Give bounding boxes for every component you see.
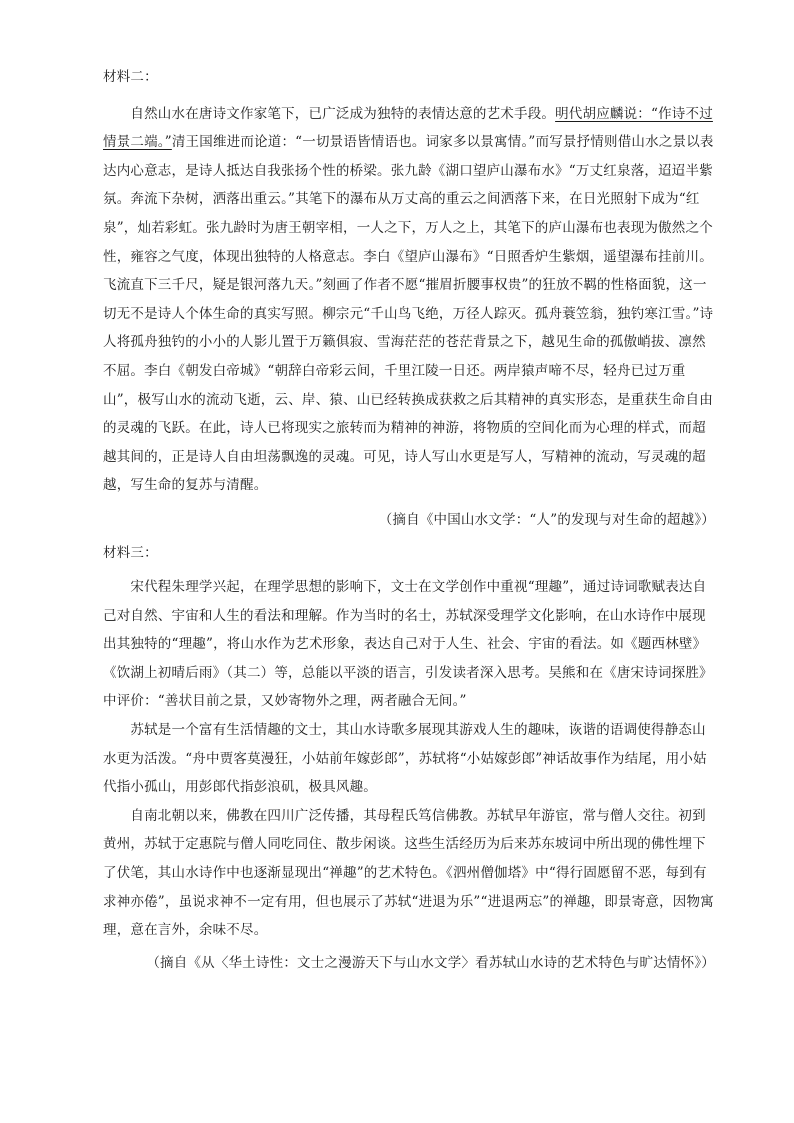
material-two-label: 材料二： bbox=[103, 69, 158, 85]
paragraph-indent bbox=[103, 106, 130, 122]
material-three-paragraph-3 bbox=[103, 802, 715, 945]
material-three-source: （摘自《从〈华土诗性：文士之漫游天下与山水文学〉看苏轼山水诗的艺术特色与旷达情怀》） bbox=[146, 954, 715, 971]
paragraph-indent bbox=[103, 722, 130, 738]
material-two-source: （摘自《中国山水文学：“人”的发现与对生命的超越》） bbox=[378, 511, 715, 528]
document-body bbox=[103, 63, 715, 977]
material-two-paragraph bbox=[103, 100, 715, 500]
material-two-quote-underlined: 明代胡应麟说：“作诗不过情景二端。” bbox=[103, 105, 713, 151]
paragraph-indent bbox=[103, 808, 130, 824]
material-three-paragraph-1-text: 宋代程朱理学兴起，在理学思想的影响下，文士在文学创作中重视“理趣”，通过诗词歌赋表达自己对自然、宇宙和人生的看法和理解。作为当时的名士，苏轼深受理学文化影响，在山水诗作中展现出其独特的“理趣”，将山水作为艺术形象，表达自己对于人生、社会、宇宙的看法。如《题西林壁》《饮湖上初晴后雨》（其二）等，总能以平淡的语言，引发读者深入思考。吴熊和在《唐宋诗词探胜》中评价：“善状目前之景，又妙寄物外之理，两者融合无间。” bbox=[103, 579, 713, 710]
material-two-lead: 自然山水在唐诗文作家笔下，已广泛成为独特的表情达意的艺术手段。 bbox=[130, 105, 556, 122]
material-three-label: 材料三： bbox=[103, 544, 158, 561]
material-three-paragraph-2-text: 苏轼是一个富有生活情趣的文士，其山水诗歌多展现其游戏人生的趣味，诙谐的语调使得静态山水更为活泼。“舟中贾客莫漫狂，小姑前年嫁彭郎”，苏轼将“小姑嫁彭郎”神话故事作为结尾，用小姑代指小孤山，用彭郎代指彭浪矶，极具风趣。 bbox=[103, 722, 707, 796]
material-three-paragraph-2 bbox=[103, 716, 715, 802]
material-two-body: 清王国维进而论道：“一切景语皆情语也。词家多以景寓情。”而写景抒情则借山水之景以表达内心意志，是诗人抵达自我张扬个性的桥梁。张九龄《湖口望庐山瀑布水》“万丈红泉落，迢迢半紫氛。奔流下杂树，洒落出重云。”其笔下的瀑布从万丈高的重云之间洒落下来，在日光照射下成为“红泉”，灿若彩虹。张九龄时为唐王朝宰相，一人之下，万人之上，其笔下的庐山瀑布也表现为傲然之个性，雍容之气度，体现出独特的人格意志。李白《望庐山瀑布》“日照香炉生紫烟，遥望瀑布挂前川。飞流直下三千尺，疑是银河落九天。”刻画了作者不愿“摧眉折腰事权贵”的狂放不羁的性格面貌，这一切无不是诗人个体生命的真实写照。柳宗元“千山鸟飞绝，万径人踪灭。孤舟蓑笠翁，独钓寒江雪。”诗人将孤舟独钓的小小的人影儿置于万籁俱寂、雪海茫茫的苍茫背景之下，越见生命的孤傲峭拔、凛然不屈。李白《朝发白帝城》“朝辞白帝彩云间，千里江陵一日还。两岸猿声啼不尽，轻舟已过万重山”，极写山水的流动飞逝，云、岸、猿、山已经转换成获救之后其精神的真实形态，是重获生命自由的灵魂的飞跃。在此，诗人已将现实之旅转而为精神的神游，将物质的空间化而为心理的样式，而超越其间的，正是诗人自由坦荡飘逸的灵魂。可见，诗人写山水更是写人，写精神的流动，写灵魂的超越，写生命的复苏与清醒。 bbox=[103, 134, 714, 494]
material-three-paragraph-3-text: 自南北朝以来，佛教在四川广泛传播，其母程氏笃信佛教。苏轼早年游宦，常与僧人交往。初到黄州，苏轼于定惠院与僧人同吃同住、散步闲谈。这些生活经历为后来苏东坡词中所出现的佛性埋下了伏笔，其山水诗作中也逐渐显现出“禅趣”的艺术特色。《泗州僧伽塔》中“得行固愿留不恶，每到有求神亦倦”，虽说求神不一定有用，但也展示了苏轼“进退为乐”“进退两忘”的禅趣，即景寄意，因物寓理，意在言外，余味不尽。 bbox=[103, 807, 714, 939]
paragraph-indent bbox=[103, 579, 130, 595]
material-three-paragraph-1 bbox=[103, 573, 715, 716]
